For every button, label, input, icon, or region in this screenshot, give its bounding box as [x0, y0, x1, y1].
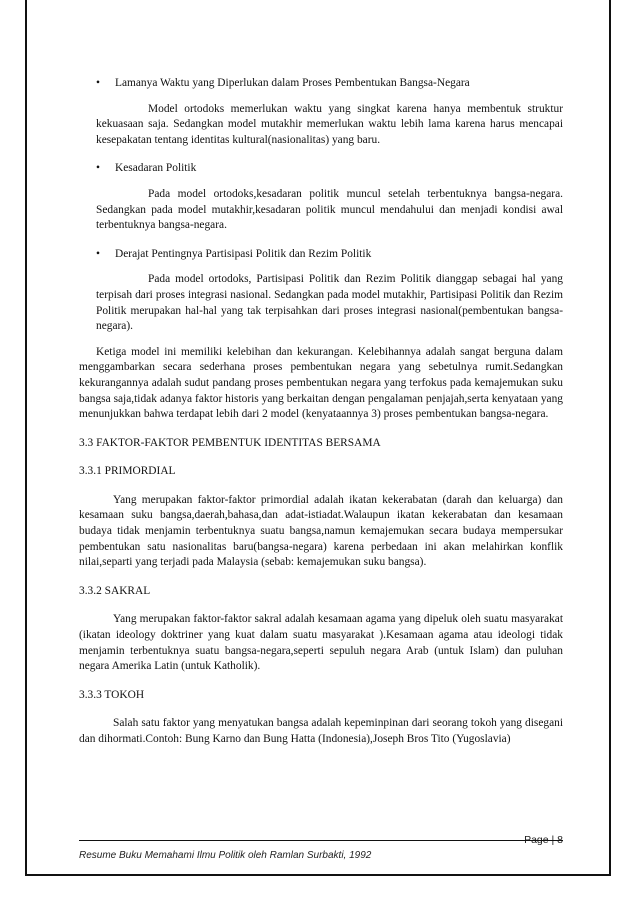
bullet-title: Kesadaran Politik	[115, 162, 197, 175]
subsection-heading-tokoh: 3.3.3 TOKOH	[79, 688, 145, 701]
bullet-title: Lamanya Waktu yang Diperlukan dalam Proses Pembentukan Bangsa-Negara	[115, 77, 470, 89]
subsection-body-sakral: Yang merupakan faktor-faktor sakral adalah kesamaan agama yang dipeluk oleh suatu masyarakat (ikatan ideology doktriner yang kuat dalam suatu masyarakat ).Kesamaan agama atau ideologi tidak menjamin terbentuknya suatu bangsa-negara,seperti sepuluh negara Arab (untuk Islam) dan puluhan negara Amerika Latin (untuk Katholik).	[79, 613, 563, 673]
footer-source: Resume Buku Memahami Ilmu Politik oleh Ramlan Surbakti, 1992	[79, 850, 372, 861]
section-heading: 3.3 FAKTOR-FAKTOR PEMBENTUK IDENTITAS BERSAMA	[79, 436, 381, 449]
subsection-body-primordial: Yang merupakan faktor-faktor primordial adalah ikatan kekerabatan (darah dan keluarga) dan kesamaan suku bangsa,daerah,bahasa,dan adat-istiadat.Walaupun ikatan kekerabatan dan kesamaan budaya tidak menjamin terbentuknya suatu bangsa,namun kemajemukan secara budaya mempersukar pembentukan satu nasionalitas baru(bangsa-negara) karena perbedaan ini akan melahirkan konflik nilai,separti yang terjadi pada Malaysia (sebab: kemajemukan suku bangsa).	[79, 493, 563, 569]
page-number: Page | 8	[524, 834, 563, 846]
bullet-item	[79, 247, 563, 263]
subsection-heading-sakral: 3.3.2 SAKRAL	[79, 584, 151, 597]
document-body	[79, 76, 563, 748]
subsection-heading-primordial: 3.3.1 PRIMORDIAL	[79, 465, 176, 478]
bullet-icon: •	[96, 77, 100, 89]
bullet-item	[79, 76, 563, 92]
bullet-body: Model ortodoks memerlukan waktu yang singkat karena hanya membentuk struktur kekuasaan saja. Sedangkan model mutakhir memerlukan waktu lebih lama karena harus mencapai kesepakatan tentang identitas kultural(nasionalitas) yang baru.	[96, 102, 563, 146]
bullet-title: Derajat Pentingnya Partisipasi Politik dan Rezim Politik	[115, 247, 372, 260]
bullet-icon: •	[96, 247, 100, 260]
footer-divider	[79, 840, 563, 841]
bullet-item	[79, 161, 563, 177]
subsection-body-tokoh: Salah satu faktor yang menyatukan bangsa adalah kepeminpinan dari seorang tokoh yang disegani dan dihormati.Contoh: Bung Karno dan Bung Hatta (Indonesia),Joseph Bros Tito (Yugoslavia)	[79, 717, 563, 745]
summary-paragraph: Ketiga model ini memiliki kelebihan dan kekurangan. Kelebihannya adalah sangat berguna dalam menggambarkan secara sederhana proses pembentukan negara yang sebetulnya rumit.Sedangkan kekurangannya adalah sudut pandang proses pembentukan negara yang terfokus pada kemajemukan suku bangsa saja,tidak adanya faktor historis yang berkaitan dengan pengalaman penjajah,serta kenyataan yang menunjukkan bahwa terdapat lebih dari 2 model (kenyataannya 3) proses pembentukan bangsa-negara.	[79, 345, 563, 421]
bullet-body: Pada model ortodoks, Partisipasi Politik dan Rezim Politik dianggap sebagai hal yang terpisah dari proses integrasi nasional. Sedangkan pada model mutakhir, Partisipasi Politik dan Rezim Politik merupakan hal-hal yang tak terpisahkan dari proses integrasi nasional(pembentukan bangsa-negara).	[96, 273, 563, 333]
bullet-icon: •	[96, 162, 100, 175]
bullet-body: Pada model ortodoks,kesadaran politik muncul setelah terbentuknya bangsa-negara. Sedangkan pada model mutakhir,kesadaran politik muncul mendahului dan menjadi kondisi awal terbentuknya bangsa-negara.	[96, 187, 563, 232]
